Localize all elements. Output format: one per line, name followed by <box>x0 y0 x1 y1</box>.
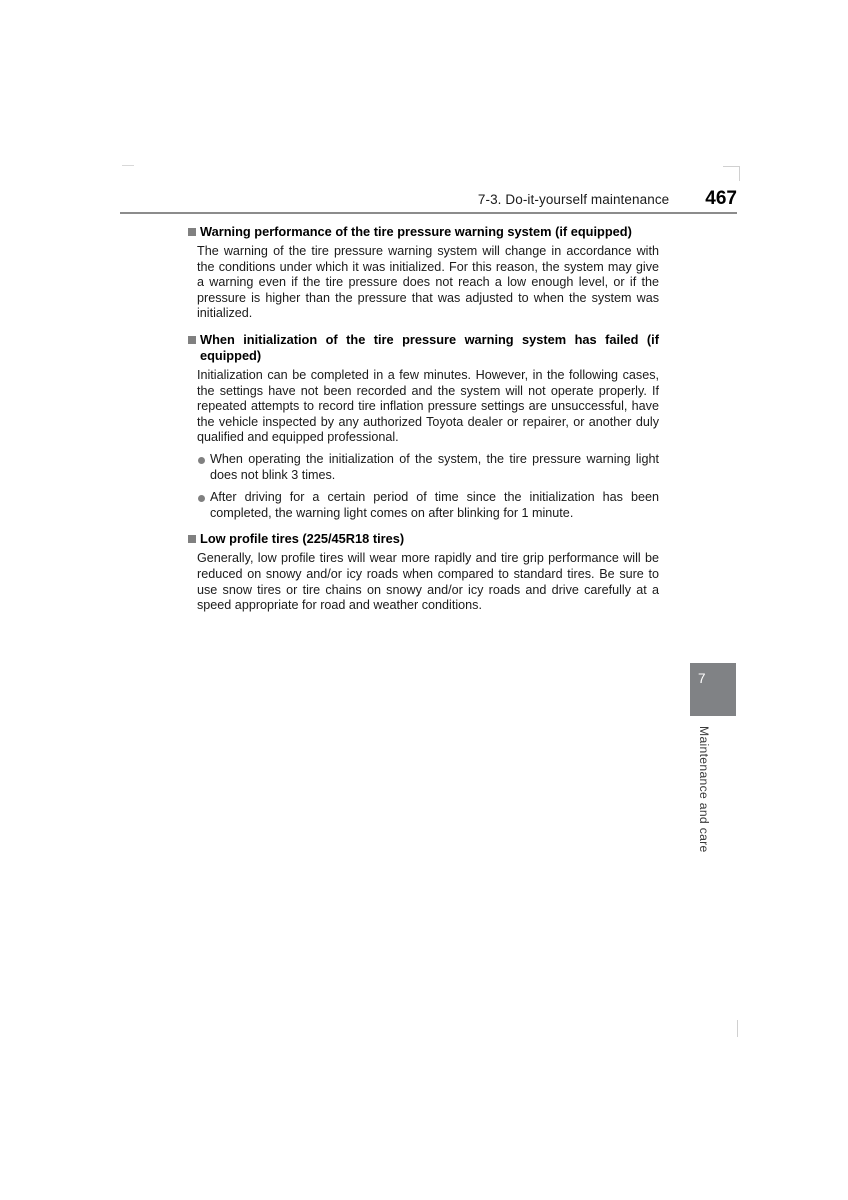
section-paragraph: Generally, low profile tires will wear more rapidly and tire grip performance will be reduced on snowy and/or icy roads when compared to standard tires. Be sure to use snow tires or tire chains on snowy and/or icy roads and drive carefully at a speed appropriate for road and weather conditions. <box>197 551 659 613</box>
section-low-profile-tires <box>188 531 659 613</box>
header-section-title: 7-3. Do-it-yourself maintenance <box>477 192 670 207</box>
section-warning-performance <box>188 224 659 322</box>
chapter-tab-number: 7 <box>698 671 706 686</box>
failure-condition-list <box>188 452 659 521</box>
header-divider <box>120 212 737 214</box>
crop-mark-top-left <box>122 165 134 166</box>
page-number: 467 <box>705 188 737 209</box>
section-heading: Warning performance of the tire pressure warning system (if equipped) <box>188 224 659 240</box>
crop-mark-bottom-right <box>737 1020 738 1037</box>
list-item: When operating the initialization of the system, the tire pressure warning light does not blink 3 times. <box>188 452 659 483</box>
chapter-tab-label <box>690 726 736 926</box>
section-heading: Low profile tires (225/45R18 tires) <box>188 531 659 547</box>
chapter-tab <box>690 663 736 716</box>
section-heading: When initialization of the tire pressure warning system has failed (if equipped) <box>188 332 659 364</box>
crop-mark-top-right <box>723 166 740 181</box>
page-header <box>120 188 737 210</box>
section-paragraph: Initialization can be completed in a few minutes. However, in the following cases, the settings have not been recorded and the system will not operate properly. If repeated attempts to record tire inflation pressure settings are unsuccessful, have the vehicle inspected by any authorized Toyota dealer or repairer, or another duly qualified and equipped professional. <box>197 367 659 445</box>
page-content <box>188 224 659 618</box>
chapter-tab-label-text: Maintenance and care <box>697 726 711 853</box>
section-initialization-failed <box>188 332 659 521</box>
list-item: After driving for a certain period of time since the initialization has been completed, the warning light comes on after blinking for 1 minute. <box>188 490 659 521</box>
section-paragraph: The warning of the tire pressure warning system will change in accordance with the conditions under which it was initialized. For this reason, the system may give a warning even if the tire pressure does not reach a low enough level, or if the pressure is higher than the pressure that was adjusted to when the system was initialized. <box>197 244 659 321</box>
